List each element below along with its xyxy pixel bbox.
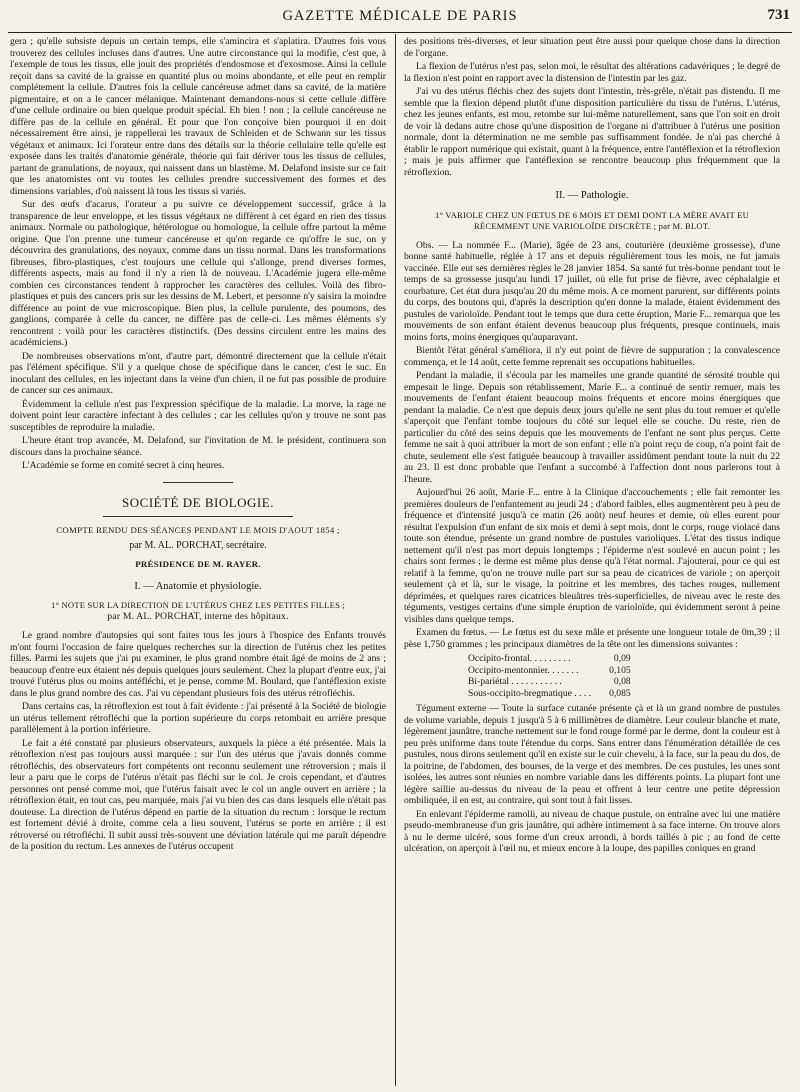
diameter-label: Sous-occipito-bregmatique . . . . [468, 687, 592, 699]
paragraph: Examen du fœtus. — Le fœtus est du sexe mâle et présente une longueur totale de 0m,39 ; il pèse 1,750 grammes ; les principaux diamètres de la tête ont les dimensions suivantes : [404, 627, 780, 650]
diameter-value: 0,09 [613, 653, 631, 664]
paragraph: Bientôt l'état général s'améliora, il n'y eut point de fièvre de suppuration ; la convalescence commença, et le 14 août, cette femme reprenait ses occupations habituelles. [404, 345, 780, 368]
diameter-row [464, 676, 635, 688]
section-heading: II. — Pathologie. [555, 190, 629, 201]
paragraph: Pendant la maladie, il s'écoula par les mamelles une grande quantité de sérosité trouble qui empesait le linge. Depuis son rétablissement, Marie F... a continué de sentir remuer, mais les mouvements de l'enfant étaient beaucoup moins fréquents et encore moins énergiques que pendant la maladie. Ce n'est que depuis deux jours qu'elle ne sent plus du tout remuer et qu'elle s'aperçoit que l'enfant tombe toujours du côté sur lequel elle se couche. Du reste, rien de particulier du côté des seins depuis que les mouvements de l'enfant ne sont plus perçus. Cette femme ne sait à quoi attribuer la mort de son enfant ; elle n'a point reçu de coup, n'a point fait de chute, seulement elle s'est fatiguée beaucoup à travailler assidûment pendant toute la nuit du 22 au 23. Il est donc probable que l'enfant a succombé à l'affection dont nous parlerons tout à l'heure. [404, 370, 780, 485]
paragraph: L'Académie se forme en comité secret à cinq heures. [22, 460, 225, 471]
paragraph: De nombreuses observations m'ont, d'autre part, démontré directement que la cellule n'était pas l'élément spécifique. S'il y a quelque chose de spécifique dans le cancer, c'est le suc. En inoculant des cellules, en les injectant dans la veine d'un chien, il ne fut pas possible de produire de cancer sur ces animaux. [10, 350, 386, 396]
diameter-row [464, 688, 635, 700]
paragraph: Évidemment la cellule n'est pas l'expression spécifique de la maladie. La morve, la rage ne doivent point leur caractère infectant à des cellules ; car les cellules qu'on y trouve ne sont pas susceptibles de reproduire la maladie. [10, 398, 386, 433]
diameter-label: Occipito-mentonnier. . . . . . . [468, 664, 579, 676]
diameter-label: Occipito-frontal. . . . . . . . . [468, 653, 571, 664]
compte-rendu-author: par M. AL. PORCHAT, secrétaire. [129, 539, 267, 551]
presidence-line: PRÉSIDENCE DE M. RAYER. [135, 559, 261, 569]
diameter-row [464, 665, 635, 677]
note-title-line: 1° NOTE SUR LA DIRECTION DE L'UTÉRUS CHEZ LES PETITES FILLES ; [50, 600, 346, 610]
right-column [404, 36, 780, 1088]
section-heading: I. — Anatomie et physiologie. [134, 580, 262, 592]
paragraph: Obs. — La nommée F... (Marie), âgée de 23 ans, couturière (deuxième grossesse), d'une bonne santé habituelle, réglée à 17 ans et depuis régulièrement tous les mois, ne fut jamais vaccinée. Elle eut ses dernières règles le 28 janvier 1854. Sa santé fut très-bonne pendant tout le temps de sa grossesse jusqu'au lundi 17 juillet, où elle fut prise de fièvre, avec céphalalgie et courbature. Cet état dura jusqu'au 20 du même mois. A ce moment parurent, sur différents points du corps, des boutons qui, d'après la description qu'en donne la malade, étaient évidemment des pustules de varioloïde. Pendant tout le temps que dura cette éruption, Marie F... remarqua que les mouvements de son enfant étaient devenus beaucoup plus fréquents, presque continuels, mais moins forts, moins énergiques qu'auparavant. [404, 239, 780, 343]
paragraph: Aujourd'hui 26 août, Marie F... entre à la Clinique d'accouchements ; elle fait remonter les premières douleurs de l'enfantement au jeudi 24 ; d'abord faibles, elles augmentèrent peu à peu de fréquence et d'intensité jusqu'à ce matin (26 août) neuf heures et demie, où elles eurent pour résultat l'expulsion d'un enfant de six mois et demi à sept mois, dont le corps, rouge violacé dans toute son étendue, présente un grand nombre de pustules varioliques. L'état des tissus indique nettement qu'il n'est pas mort depuis longtemps ; l'épiderme n'est soulevé en aucun point ; les chairs sont fermes ; le derme est même plus dense qu'à l'état normal. J'ajouterai, pour ce qui est relatif à la femme, qu'on ne trouve nulle part sur sa peau de cicatrices de variole ; on aperçoit seulement çà et là, sur le visage, la poitrine et les membres, des taches rouges, nullement déprimées, et quelques rares cicatrices bleuâtres très-superficielles, de niveau avec le reste des téguments, vestiges certains d'une simple éruption de varioloïde, qui évidemment seront à peine visibles dans quelque temps. [404, 487, 780, 625]
diameter-value: 0,105 [609, 664, 631, 676]
note-title-author: par M. AL. PORCHAT, interne des hôpitaux. [107, 611, 289, 622]
head-diameters-table [464, 653, 635, 699]
section-separator [163, 482, 233, 483]
paragraph: des positions très-diverses, et leur situation peut être aussi pour quelque chose dans la direction de l'organe. [404, 36, 780, 59]
diameter-label: Bi-pariétal . . . . . . . . . . . [468, 676, 562, 687]
note-title-line: 1° VARIOLE CHEZ UN FŒTUS DE 6 MOIS ET DEMI DONT LA MÈRE AVAIT EU [434, 209, 749, 220]
diameter-value: 0,08 [613, 676, 631, 687]
running-header [8, 6, 792, 30]
header-rule [8, 32, 792, 33]
paragraph: L'heure étant trop avancée, M. Delafond, sur l'invitation de M. le président, continuera son discours dans la prochaine séance. [10, 435, 386, 458]
note-title [404, 210, 780, 232]
note-title-line: RÉCEMMENT UNE VARIOLOÏDE DISCRÈTE ; par M. BLOT. [474, 220, 710, 231]
paragraph: gera ; qu'elle subsiste depuis un certain temps, elle s'amincira et s'aplatira. D'autres fois vous trouverez des cellules incluses dans d'autres. Une autre circonstance qui la modifie, c'est que, à l'exemple de tous les tissus, elle jouit des propriétés d'endosmose et d'exosmose. Ainsi la cellule reçoit dans sa cavité de la graisse en quantité plus ou moins abondante, et elle peut en remplir complétement la cellule. D'autres fois la cellule cancéreuse admet dans sa cavité, de la matière pigmentaire, et on a le cancer mélanique. Maintenant demandons-nous si cette cellule diffère d'une cellule ordinaire ou bien quelque produit spécial. Eh bien ! non ; la cellule cancéreuse ne diffère pas de la cellule en général. Et pour que l'on conçoive bien pourquoi il en doit nécessairement être ainsi, je rappellerai les travaux de Schleiden et de Schwann sur les tissus végétaux et animaux. Ici l'orateur entre dans des détails sur la théorie cellulaire telle qu'elle est exposée dans les traités d'anatomie générale, théorie qui fait dériver tous les tissus de cellules, partant de granulations, de noyaux, qui naissent dans un blastème. M. Delafond insiste sur ce fait que les anatomistes ont vu toutes les cellules prendre successivement des formes et des dimensions variables, d'où naissent là tous les tissus si variés. [10, 36, 386, 197]
page-number: 731 [767, 7, 790, 23]
diameter-row [464, 653, 635, 665]
paragraph: Tégument externe — Toute la surface cutanée présente çà et là un grand nombre de pustules de volume variable, depuis 1 jusqu'à 5 à 6 millimètres de diamètre. Leur couleur blanche et mate, légèrement jaunâtre, tranche nettement sur le fond rouge formé par le derme, dont la couleur est à peu près uniforme dans toute l'étendue du corps. Sans entrer dans l'énumération détaillée de ces pustules, nous dirons seulement qu'il en existe sur le cuir chevelu, à la face, sur la peau du dos, de la poitrine, de l'abdomen, des bourses, de la verge et des membres. De ces pustules, les unes sont isolées, les autres sont réunies en nombre variable dans les différents points. La plupart font une légère saillie au-dessus du niveau de la peau et offrent à leur centre une petite dépression ombiliquée, il en est, au contraire, qui sont tout à fait lisses. [404, 703, 780, 806]
paragraph: Le fait a été constaté par plusieurs observateurs, auxquels la pièce a été présentée. Mais la rétroflexion n'est pas toujours aussi marquée : sur l'un des utérus que j'avais donnés comme rétrofléchis, des observateurs fort compétents ont reconnu seulement une rétroversion ; mais il leur a paru que le corps de l'utérus n'était pas fléchi sur le col. Je crois cependant, et d'autres personnes ont pensé comme moi, que l'utérus faisait avec le col un angle ouvert en arrière ; la rétroflexion était, en tout cas, peu marquée, mais j'ai vu bien des cas dans lesquels elle n'était pas douteuse. La direction de l'utérus dépend en partie de la situation du rectum : lorsque le rectum est fortement dévié à droite, comme cela a lieu souvent, l'utérus se porte en arrière ; il est rétroversé ou rétrofléchi. Il subit aussi très-souvent une déviation latérale qui me paraît dépendre de la position du rectum. Les annexes de l'utérus occupent [10, 737, 386, 852]
left-column [10, 36, 386, 1088]
paragraph: En enlevant l'épiderme ramolli, au niveau de chaque pustule, on entraîne avec lui une matière pseudo-membraneuse d'un gris jaunâtre, qui adhère intimement à sa face interne. On trouve alors à nu le derme ulcéré, sous forme d'un creux arrondi, à bords taillés à pic ; au fond de cette ulcération, on aperçoit à l'œil nu, et mieux encore à la loupe, des papilles coniques en grand [404, 808, 780, 854]
compte-rendu-line: COMPTE RENDU DES SÉANCES PENDANT LE MOIS D'AOUT 1854 ; [56, 525, 340, 535]
paragraph: Dans certains cas, la rétroflexion est tout à fait évidente : j'ai présenté à la Société de biologie un utérus tellement rétrofléchi que la portion supérieure du corps retombait en arrière presque parallèlement à la portion inférieure. [10, 701, 386, 735]
paragraph: Le grand nombre d'autopsies qui sont faites tous les jours à l'hospice des Enfants trouvés m'ont fourni l'occasion de faire quelques recherches sur la direction de l'utérus chez les petites filles. Parmi les sujets que j'ai pu examiner, le plus grand nombre était âgé de moins de 2 ans ; beaucoup d'entre eux étaient nés depuis quelques jours seulement. Chez la plupart d'entre eux, j'ai trouvé l'utérus plus ou moins antéfléchi, et je pense, comme M. Boulard, que l'antéflexion existe dans le plus grand nombre des cas. J'ai vu cependant plusieurs fois des utérus rétrofléchis. [10, 630, 386, 699]
column-divider [395, 34, 396, 1086]
society-title: SOCIÉTÉ DE BIOLOGIE. [122, 494, 274, 510]
paragraph: Sur des œufs d'acarus, l'orateur a pu suivre ce développement successif, grâce à la transparence de leur enveloppe, et les tissus végétaux ne diffèrent à cet égard en rien des tissus animaux. Normale ou pathologique, hétérologue ou homologue, la cellule offre partout la même origine. Que l'on prenne une tumeur cancéreuse et qu'on regarde ce qu'offre le suc, on y découvrira des granulations, des noyaux, comme dans un tissu normal. Dans les transformations fibreuses, fibro-plastiques, c'est toujours une cellule qui s'allonge, prend diverses formes, différents aspects, mais au fond il n'y a rien là de nouveau. L'Académie jugera elle-même combien ces circonstances tendent à rapprocher les caractères des cellules. Voilà des fibro-plastiques et puis des cancers pris sur les dessins de M. Lebert, et personne n'y saisira la moindre différence au point de vue microscopique. Bien plus, la cellule purulente, des poumons, des ganglions, comparée à celle du cancer, ne diffère pas de celle-ci. Les mêmes éléments s'y rencontrent : voilà pour les caractères distinctifs. (Des dessins circulent entre les mains des académiciens.) [10, 199, 386, 348]
paragraph: La flexion de l'utérus n'est pas, selon moi, le résultat des altérations cadavériques ; le degré de la flexion n'est point en rapport avec la distension de l'intestin par les gaz. [404, 61, 780, 84]
paragraph: J'ai vu des utérus fléchis chez des sujets dont l'intestin, très-grêle, n'était pas distendu. Il me semble que la flexion dépend plutôt d'une disposition particulière du tissu de l'utérus. L'utérus, chez les jeunes enfants, est mou, retombe sur lui-même naturellement, sans que l'on soit en droit de voir là dedans autre chose qu'une disposition de l'organe ni d'attribuer à l'utérus une position normale, dont la détermination ne me semble pas suffisamment fondée. Je n'ai pas cherché à établir le rapport numérique qui existait, quant à la fréquence, entre l'antéflexion et la rétroflexion ; mais je puis affirmer que l'antéflexion se rencontre beaucoup plus fréquemment que la rétroflexion. [404, 86, 780, 178]
society-rule [103, 516, 293, 517]
journal-title: GAZETTE MÉDICALE DE PARIS [282, 8, 518, 24]
diameter-value: 0,085 [609, 687, 631, 699]
note-title [10, 600, 386, 622]
